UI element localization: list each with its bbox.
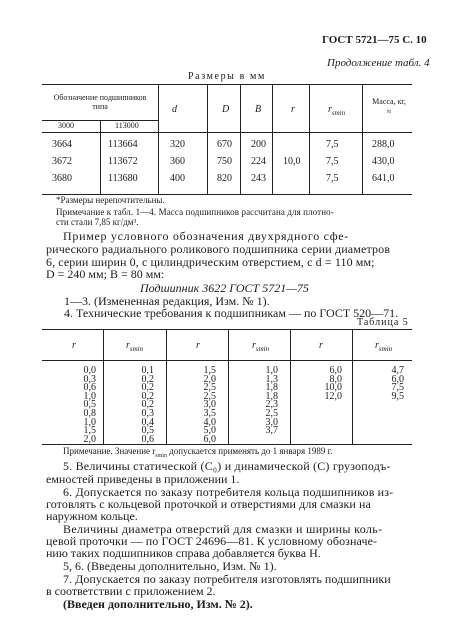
table5-cell: 1,0 [83, 390, 96, 402]
table5-cell: 4,0 [203, 416, 216, 428]
table4-vline [240, 84, 241, 194]
table4-cell: 820 [217, 173, 232, 184]
table5-cell: 0,4 [141, 416, 154, 428]
table4-cell: 113680 [108, 173, 138, 184]
table5-cell: 0,5 [83, 399, 96, 411]
note-table-5: Примечание. Значение $r_{smin}$ допускается применять до 1 января 1989 г. [63, 446, 333, 459]
paragraph-6: 6. Допускается по заказу потребителя кольца подшипников из- [63, 485, 394, 499]
table4-cell: 243 [251, 173, 266, 184]
table5-cell: 1,8 [265, 382, 278, 394]
table5-cell: 1,5 [203, 365, 216, 376]
paragraph-5: 5. Величины статической (C₀) и динамической (C) грузоподъ- [63, 459, 391, 473]
table5-cell: 2,5 [265, 408, 278, 419]
table5-cell: 0,3 [83, 373, 96, 385]
example-line: Пример условного обозначения двухрядного сфе- [63, 229, 349, 243]
units-label: Размеры в мм [188, 71, 266, 82]
table4-vline [158, 84, 159, 194]
paragraph-6-cont: наружном кольце. [46, 509, 138, 523]
table-continuation: Продолжение табл. 4 [327, 57, 430, 69]
table5-cell: 6,0 [391, 373, 404, 385]
item-4: 4. Технические требования к подшипникам — по ГОСТ 520—71. [64, 306, 399, 320]
item-1-3: 1—3. (Измененная редакция, Изм. № 1). [64, 294, 270, 308]
table5-vline [103, 329, 104, 444]
designation-example: Подшипник 3622 ГОСТ 5721—75 [140, 281, 309, 295]
example-line: рического радиального роликового подшипника серии диаметров [46, 242, 391, 256]
table5-vline [166, 329, 167, 444]
table4-header-rule [42, 132, 412, 133]
table5-cell: 0,1 [141, 365, 154, 376]
table5-cell: 1,0 [265, 365, 278, 376]
table5-header-r: r [319, 340, 323, 351]
table5-cell: 2,5 [203, 382, 216, 394]
table5-cell: 1,5 [83, 425, 96, 437]
paragraph-diameters-cont: цевой проточки — по ГОСТ 24696—81. К условному обозначе- [46, 534, 378, 548]
table5-cell: 2,3 [265, 399, 278, 411]
table4-cell: 320 [170, 139, 185, 150]
table5-cell: 12,0 [324, 390, 342, 402]
table5-cell: 0,2 [141, 399, 154, 411]
item-5-6: 5, 6. (Введены дополнительно, Изм. № 1). [63, 559, 277, 573]
table4-cell: 400 [170, 173, 185, 184]
table4-vline [272, 84, 273, 194]
table4-vline [100, 120, 101, 194]
table5-cell: 0,0 [83, 365, 96, 376]
table5-cell: 3,0 [265, 416, 278, 428]
table5-cell: 1,3 [265, 373, 278, 385]
table4-header-r: r [291, 104, 295, 115]
table4-type-b: 113000 [115, 121, 139, 130]
table4-cell: 3680 [52, 173, 72, 184]
table5-vline [228, 329, 229, 444]
table5-cell: 2,0 [83, 433, 96, 445]
table5-vline [352, 329, 353, 444]
table4-cell: 224 [251, 156, 266, 167]
table5-cell: 6,0 [203, 433, 216, 445]
table5-header-r: r [196, 340, 200, 351]
table4-header-mass: Масса, кг, ≈ [372, 97, 406, 116]
table5-cell: 2,0 [203, 373, 216, 385]
table4-cell: 7,5 [326, 139, 339, 150]
example-line: 6, серии ширин 0, с цилиндрическим отверстием, с d = 110 мм; [46, 255, 375, 269]
table4-cell: 3672 [52, 156, 72, 167]
table4-cell: 360 [170, 156, 185, 167]
table4-cell: 200 [251, 139, 266, 150]
table5-cell: 3,0 [203, 399, 216, 411]
table5-cell: 10,0 [324, 382, 342, 394]
table4-cell: 7,5 [326, 173, 339, 184]
table5-cell: 6,0 [329, 365, 342, 376]
table5-cell: 0,2 [141, 382, 154, 394]
table4-cell: 430,0 [372, 156, 395, 167]
table4-header-designation: Обозначение подшипников типа [53, 93, 147, 111]
table5-cell: 0,8 [83, 408, 96, 419]
table4-cell: 113664 [108, 139, 138, 150]
table5-top-rule [42, 329, 412, 330]
table5-caption: Таблица 5 [357, 317, 409, 328]
table5-cell: 2,5 [203, 390, 216, 402]
table5-header-r: r [72, 340, 76, 351]
table5-cell: 0,6 [83, 382, 96, 394]
table4-cell: 113672 [108, 156, 138, 167]
table5-header-rule [42, 360, 412, 361]
paragraph-5-cont: емностей приведены в приложении 1. [46, 472, 240, 486]
table5-cell: 7,5 [391, 382, 404, 394]
table4-cell: 641,0 [372, 173, 395, 184]
example-line: D = 240 мм; B = 80 мм: [46, 267, 165, 281]
table4-vline [207, 84, 208, 194]
table5-cell: 0,3 [141, 408, 154, 419]
amendment-note: (Введен дополнительно, Изм. № 2). [63, 597, 253, 611]
paragraph-diameters-cont: нию таких подшипников справа добавляется буква Н. [46, 546, 321, 560]
table4-vline [362, 84, 363, 194]
table5-header-rsmin: $r_{smin}$ [375, 340, 393, 353]
table5-cell: 0,5 [141, 425, 154, 437]
table5-cell: 3,7 [265, 425, 278, 437]
note-table-1-4: Примечание к табл. 1—4. Масса подшипников рассчитана для плотно- [56, 207, 334, 217]
paragraph-diameters: Величины диаметра отверстий для смазки и ширины коль- [63, 522, 383, 536]
table5-cell: 1,8 [265, 390, 278, 402]
table4-cell: 7,5 [326, 156, 339, 167]
paragraph-7-cont: в соответствии с приложением 2. [46, 584, 216, 598]
table5-header-rsmin: $r_{smin}$ [252, 340, 270, 353]
table5-cell: 3,5 [203, 408, 216, 419]
table4-cell: 670 [217, 139, 232, 150]
paragraph-7: 7. Допускается по заказу потребителя изготовлять подшипники [63, 572, 391, 586]
table5-header-rsmin: $r_{smin}$ [126, 340, 144, 353]
table4-header-D: D [222, 104, 230, 115]
table5-cell: 8,0 [329, 373, 342, 385]
table5-cell: 4,7 [391, 365, 404, 376]
paragraph-6-cont: готовлять с кольцевой проточкой и отверстиями для смазки на [46, 497, 371, 511]
table4-header-rsmin: $r_{smin}$ [328, 104, 346, 117]
table5-vline [290, 329, 291, 444]
table4-r-value: 10,0 [283, 156, 301, 167]
table4-header-B: B [255, 104, 262, 115]
note-table-1-4-cont: сти стали 7,85 кг/дм³. [56, 217, 139, 227]
table4-header-d: d [172, 104, 177, 115]
table4-cell: 3664 [52, 139, 72, 150]
table5-cell: 5,0 [203, 425, 216, 437]
table4-cell: 750 [217, 156, 232, 167]
table5-cell: 0,2 [141, 390, 154, 402]
table5-bottom-rule [42, 444, 412, 445]
table4-vline [309, 84, 310, 194]
footnote: *Размеры нерепочтительны. [56, 195, 165, 205]
table5-cell: 0,6 [141, 433, 154, 445]
table5-cell: 0,2 [141, 373, 154, 385]
table5-cell: 9,5 [391, 390, 404, 402]
table4-type-a: 3000 [58, 121, 74, 130]
table4-cell: 288,0 [372, 139, 395, 150]
table4-top-rule [42, 84, 412, 85]
page-header: ГОСТ 5721—75 С. 10 [322, 34, 427, 46]
table5-cell: 1,0 [83, 416, 96, 428]
